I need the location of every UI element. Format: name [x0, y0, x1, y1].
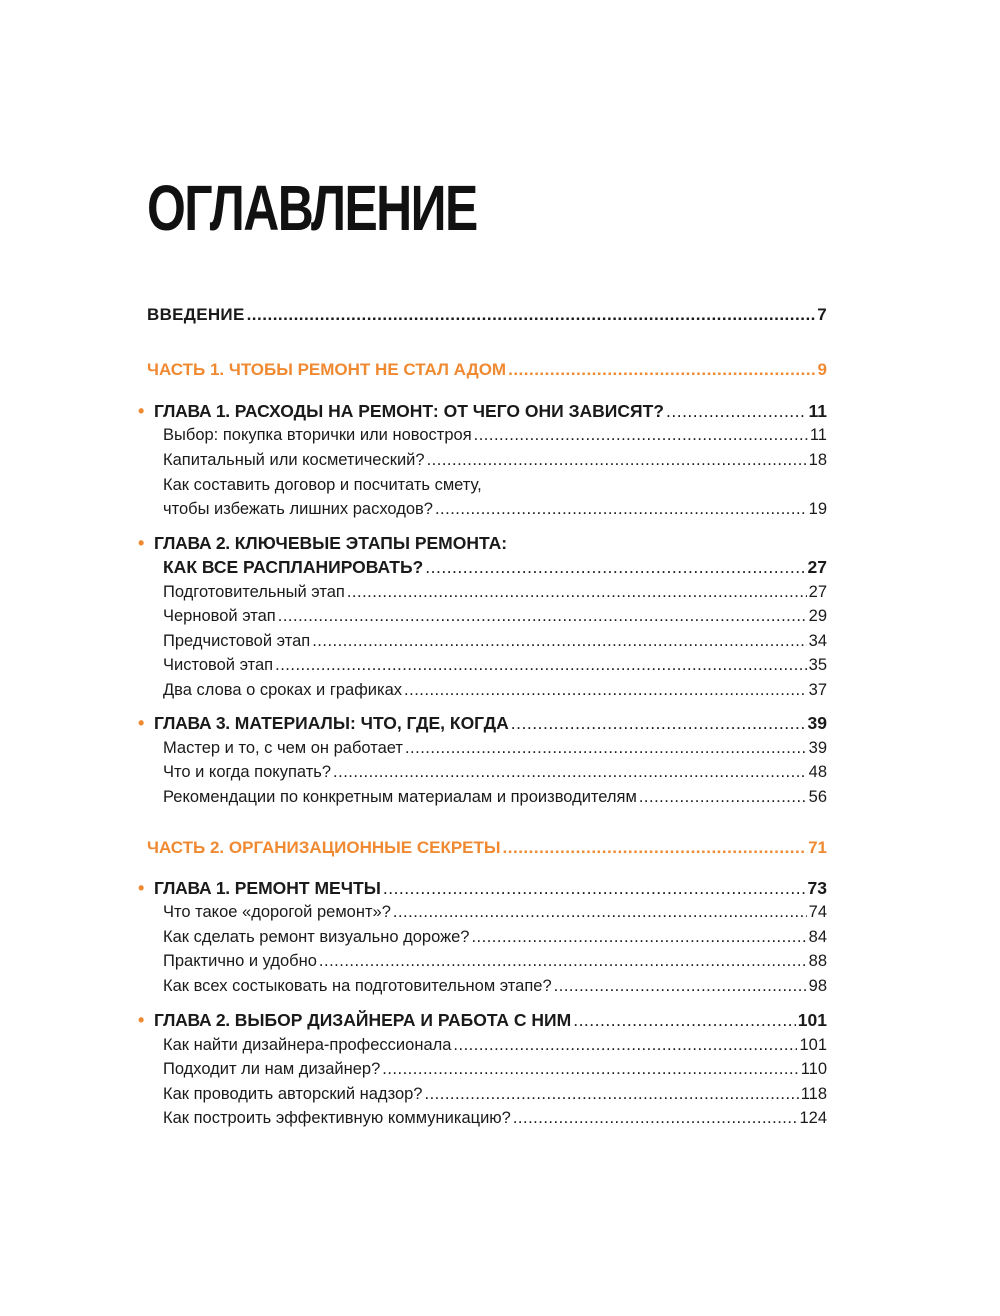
toc-part2-chapter-1[interactable]: • ГЛАВА 1. РЕМОНТ МЕЧТЫ ..... 73	[147, 876, 827, 900]
toc-item[interactable]: чтобы избежать лишних расходов? ..... 19	[163, 497, 827, 521]
toc-item[interactable]: Чистовой этап ..... 35	[163, 653, 827, 677]
page-number: 9	[817, 360, 827, 379]
toc-item[interactable]: Предчистовой этап ..... 34	[163, 629, 827, 653]
page-number: 48	[808, 763, 827, 781]
page-number: 84	[808, 928, 827, 946]
toc-intro[interactable]: ВВЕДЕНИЕ ..... 7	[147, 303, 827, 327]
page-number: 19	[808, 500, 827, 518]
toc-item[interactable]: Как построить эффективную коммуникацию? ..... 124	[163, 1106, 827, 1130]
toc-item[interactable]: Мастер и то, с чем он работает ..... 39	[163, 736, 827, 760]
page-number: 71	[808, 838, 827, 857]
toc-item[interactable]: Подготовительный этап ..... 27	[163, 580, 827, 604]
page-number: 74	[808, 903, 827, 921]
toc-item[interactable]: Что и когда покупать? ..... 48	[163, 760, 827, 784]
bullet-icon: •	[138, 533, 145, 553]
toc-item[interactable]: Выбор: покупка вторички или новостроя ..... 11	[163, 423, 827, 447]
toc-item[interactable]: Капитальный или косметический? ..... 18	[163, 448, 827, 472]
page-number: 88	[808, 952, 827, 970]
page-number: 27	[807, 557, 827, 577]
toc-part1-chapter-2[interactable]: • ГЛАВА 2. КЛЮЧЕВЫЕ ЭТАПЫ РЕМОНТА:	[138, 533, 508, 553]
page-number: 39	[808, 739, 827, 757]
page-number: 7	[817, 305, 827, 324]
toc-item[interactable]: Два слова о сроках и графиках ..... 37	[163, 678, 827, 702]
page-number: 29	[808, 607, 827, 625]
bullet-icon: •	[138, 713, 145, 733]
page-number: 39	[807, 713, 827, 733]
toc-item[interactable]: Черновой этап ..... 29	[163, 604, 827, 628]
bullet-icon: •	[138, 401, 145, 421]
page-number: 110	[800, 1060, 827, 1078]
page-number: 11	[808, 401, 827, 421]
page-number: 37	[808, 681, 827, 699]
toc-part1-chapter-3[interactable]: • ГЛАВА 3. МАТЕРИАЛЫ: ЧТО, ГДЕ, КОГДА ..... 39	[147, 711, 827, 735]
page-number: 124	[799, 1109, 827, 1127]
page-number: 34	[808, 632, 827, 650]
page-title: ОГЛАВЛЕНИЕ	[147, 172, 477, 244]
toc-item[interactable]: Практично и удобно ..... 88	[163, 949, 827, 973]
page-number: 18	[808, 451, 827, 469]
toc-item[interactable]: Как сделать ремонт визуально дороже? ..... 84	[163, 925, 827, 949]
toc-item[interactable]: Как найти дизайнера-профессионала ..... 101	[163, 1033, 827, 1057]
bullet-icon: •	[138, 878, 145, 898]
toc-item[interactable]: Подходит ли нам дизайнер? ..... 110	[163, 1057, 827, 1081]
page-number: 101	[799, 1036, 827, 1054]
page-number: 73	[807, 878, 827, 898]
toc-part2-chapter-2[interactable]: • ГЛАВА 2. ВЫБОР ДИЗАЙНЕРА И РАБОТА С НИМ ..... 101	[147, 1008, 827, 1032]
toc-item[interactable]: Как проводить авторский надзор? ..... 118	[163, 1082, 827, 1106]
bullet-icon: •	[138, 1010, 145, 1030]
toc-part1-chapter-2-line-2[interactable]: КАК ВСЕ РАСПЛАНИРОВАТЬ? ..... 27	[163, 555, 827, 579]
page-number: 56	[808, 788, 827, 806]
page-number: 101	[797, 1010, 827, 1030]
page-number: 27	[808, 583, 827, 601]
toc-item-line-1[interactable]: Как составить договор и посчитать смету,	[163, 476, 482, 494]
page-number: 118	[800, 1085, 827, 1103]
toc-part-2[interactable]: ЧАСТЬ 2. ОРГАНИЗАЦИОННЫЕ СЕКРЕТЫ ..... 71	[147, 836, 827, 860]
toc-item[interactable]: Как всех состыковать на подготовительном этапе? ..... 98	[163, 974, 827, 998]
toc-part-1[interactable]: ЧАСТЬ 1. ЧТОБЫ РЕМОНТ НЕ СТАЛ АДОМ ..... 9	[147, 358, 827, 382]
toc-item[interactable]: Рекомендации по конкретным материалам и производителям ..... 56	[163, 785, 827, 809]
toc-item[interactable]: Что такое «дорогой ремонт»? ..... 74	[163, 900, 827, 924]
page-number: 11	[809, 426, 827, 444]
page-number: 98	[808, 977, 827, 995]
toc-part1-chapter-1[interactable]: • ГЛАВА 1. РАСХОДЫ НА РЕМОНТ: ОТ ЧЕГО ОНИ ЗАВИСЯТ? ..... 11	[147, 399, 827, 423]
page-number: 35	[808, 656, 827, 674]
